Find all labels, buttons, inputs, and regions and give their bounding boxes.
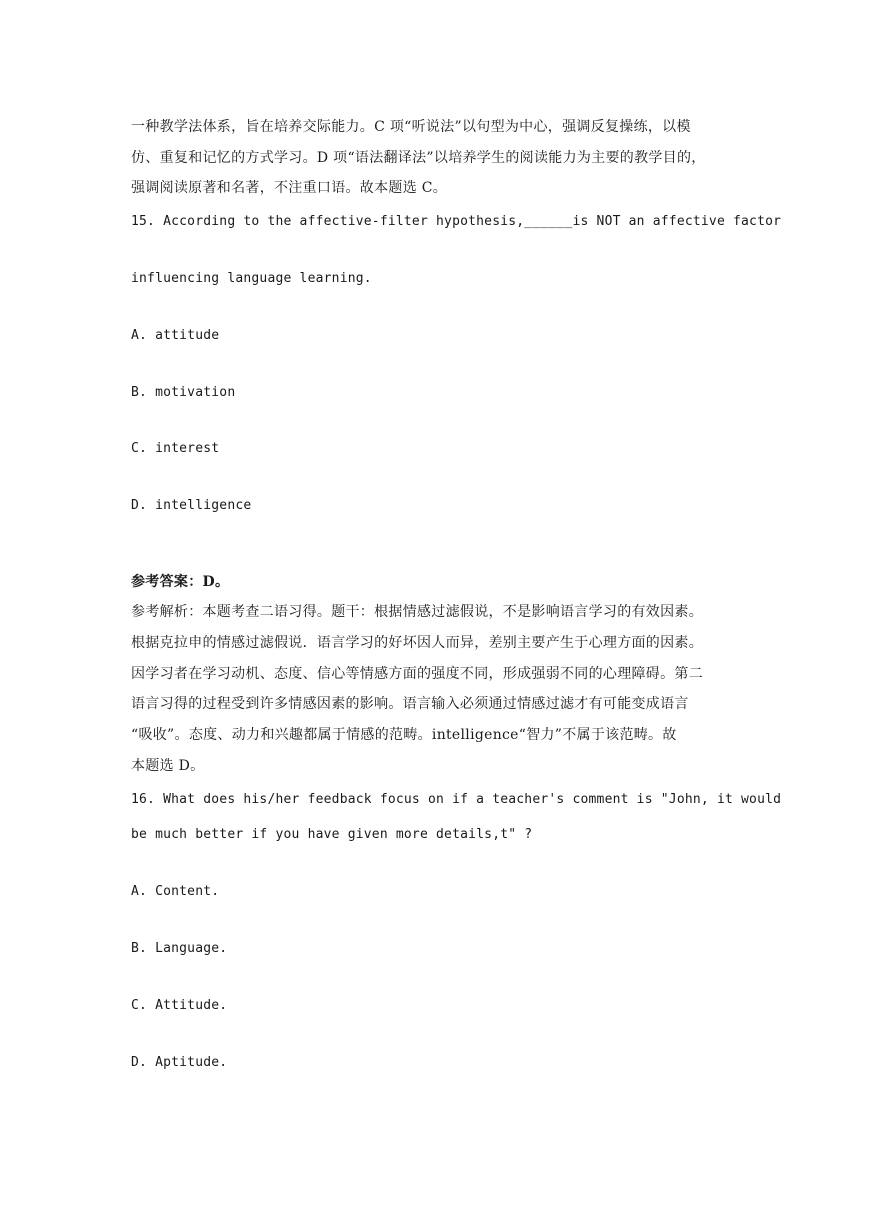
q16-option-a: A. Content. [131, 884, 220, 899]
q16-stem-line-2: be much better if you have given more details,t" ? [131, 827, 533, 842]
document-page [131, 0, 782, 1228]
q15-answer: 参考答案：D。 [131, 574, 230, 590]
q15-analysis-line: 参考解析：本题考查二语习得。题干：根据情感过滤假说，不是影响语言学习的有效因素。 [131, 604, 703, 620]
q15-option-b: B. motivation [131, 385, 236, 400]
q16-option-c: C. Attitude. [131, 998, 228, 1013]
q15-analysis-line: “吸收”。态度、动力和兴趣都属于情感的范畴。intelligence“智力”不属于该范畴。故 [131, 727, 677, 743]
q16-option-b: B. Language. [131, 941, 228, 956]
q15-option-d: D. intelligence [131, 498, 252, 513]
q15-analysis-line: 语言习得的过程受到许多情感因素的影响。语言输入必须通过情感过滤才有可能变成语言 [131, 696, 689, 712]
q15-analysis-line: 根据克拉申的情感过滤假说．语言学习的好坏因人而异，差别主要产生于心理方面的因素。 [131, 635, 703, 651]
q16-option-d: D. Aptitude. [131, 1055, 228, 1070]
q15-analysis-line: 本题选 D。 [131, 758, 205, 774]
q15-stem-line-1: 15. According to the affective-filter hypothesis,______is NOT an affective factor [131, 214, 782, 229]
q15-option-c: C. interest [131, 441, 220, 456]
q15-stem-line-2: influencing language learning. [131, 271, 372, 286]
q15-option-a: A. attitude [131, 328, 220, 343]
q15-analysis-line: 因学习者在学习动机、态度、信心等情感方面的强度不同，形成强弱不同的心理障碍。第二 [131, 666, 703, 682]
prev-explanation-line: 强调阅读原著和名著，不注重口语。故本题选 C。 [131, 180, 448, 196]
q16-stem-line-1: 16. What does his/her feedback focus on if a teacher's comment is "John, it would [131, 792, 782, 807]
prev-explanation-line: 仿、重复和记忆的方式学习。D 项“语法翻译法”以培养学生的阅读能力为主要的教学目的， [131, 150, 706, 166]
prev-explanation-line: 一种教学法体系，旨在培养交际能力。C 项“听说法”以句型为中心，强调反复操练，以模 [131, 119, 691, 135]
